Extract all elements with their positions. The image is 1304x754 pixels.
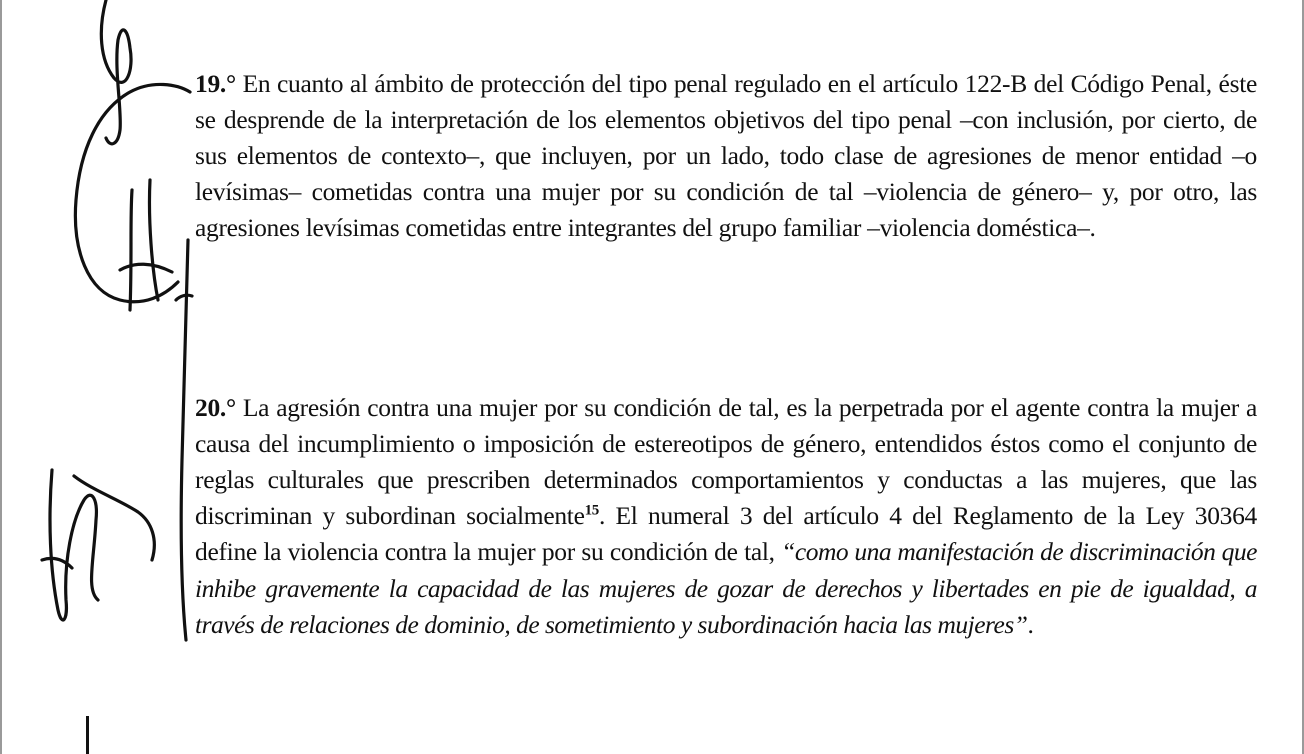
paragraph-text-cont: . El numeral 3 del artículo 4 del Reglamento de la Ley 30364 define la violencia contra la mujer por su condición de tal, — [195, 501, 1257, 567]
footnote-ref: 15 — [584, 502, 600, 519]
paragraph-end: . — [1027, 609, 1034, 639]
paragraph-number: 20.° — [195, 392, 236, 422]
pen-mark — [86, 716, 89, 754]
paragraph-text: En cuanto al ámbito de protección del tipo penal regulado en el artículo 122-B del Código Penal, éste se desprende de la interpretación de los elementos objetivos del tipo penal –con inclusión, por cierto, de sus elementos de contexto–, que incluyen, por un lado, todo clase de agresiones de menor entidad –o levísimas– cometidas contra una mujer por su condición de tal –violencia de género– y, por otro, las agresiones levísimas cometidas entre integrantes del grupo familiar –violencia doméstica–. — [195, 68, 1257, 243]
paragraph-20 — [195, 390, 1257, 643]
paragraph-text: La agresión contra una mujer por su condición de tal, es la perpetrada por el agente contra la mujer a causa del incumplimiento o imposición de estereotipos de género, entendidos éstos como el conjunto de reglas culturales que prescriben determinados comportamientos y conductas a las mujeres, que las discriminan y subordinan socialmente — [195, 392, 1257, 531]
paragraph-19 — [195, 66, 1257, 247]
italic-quote: “como una manifestación de discriminación que inhibe gravemente la capacidad de las mujeres de gozar de derechos y libertades en pie de igualdad, a través de relaciones de dominio, de sometimiento y subordinación hacia las mujeres” — [195, 537, 1257, 639]
paragraph-number: 19.° — [195, 68, 236, 98]
